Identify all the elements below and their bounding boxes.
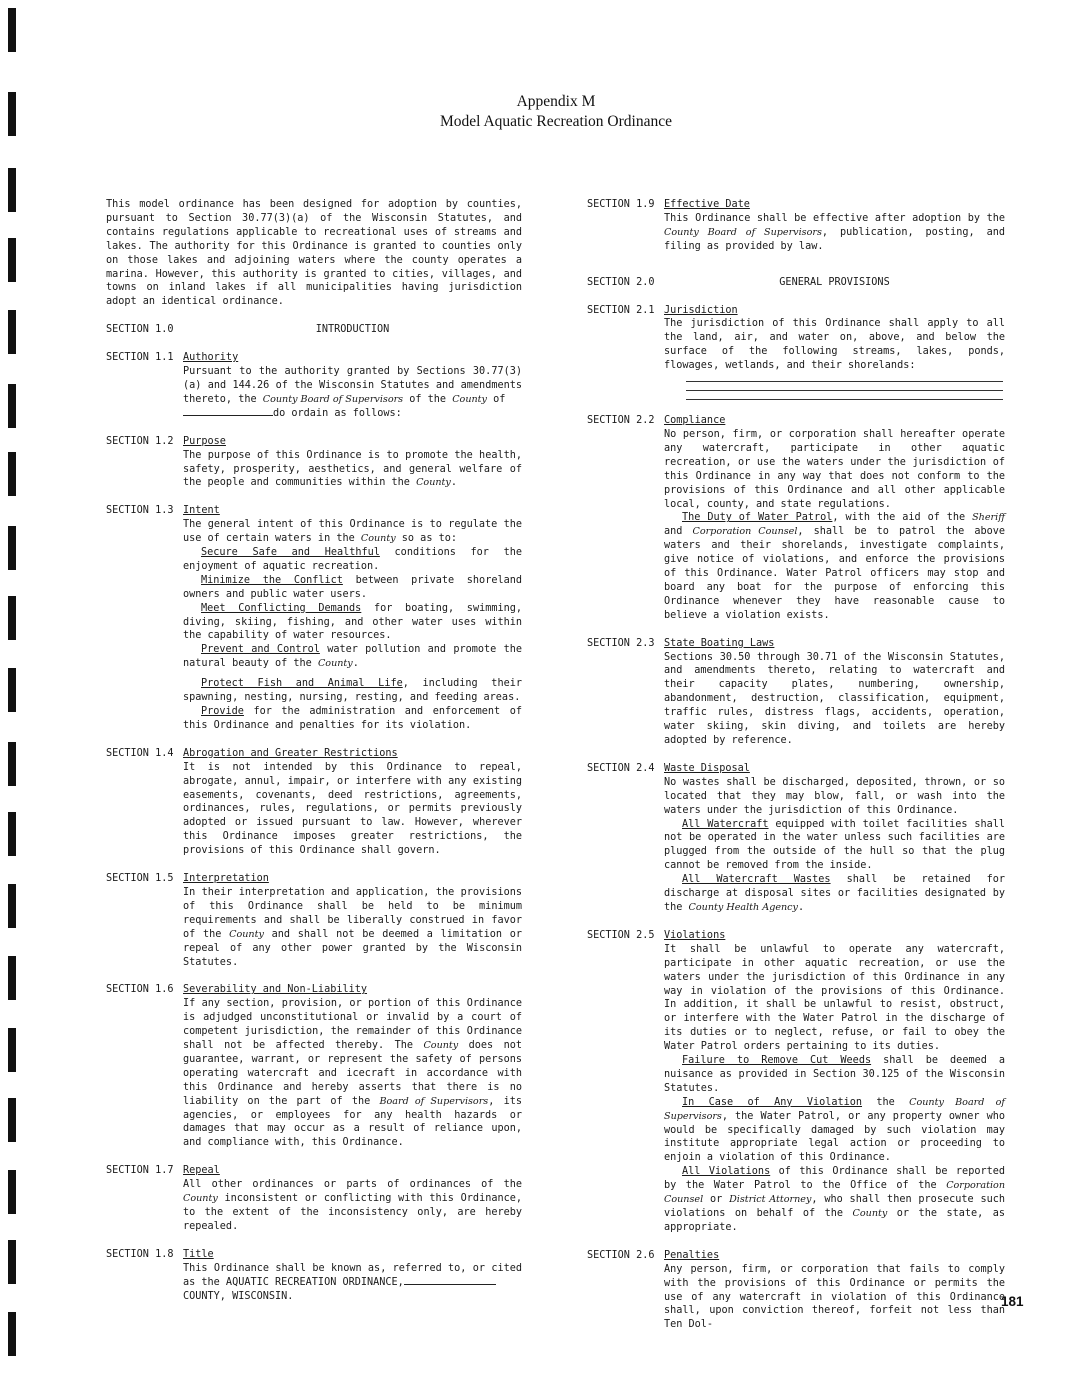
- section-2-3: [587, 637, 1005, 748]
- section-2-1: [587, 304, 1005, 401]
- section-text: [664, 818, 1005, 874]
- county-term: County: [317, 658, 353, 670]
- section-text: [183, 1178, 522, 1234]
- text-run: shall be deemed a nuisance as provided in Section 30.125 of the Wisconsin Statutes.: [664, 1055, 1005, 1094]
- text-run: , who shall then prosecute such violations on behalf of the: [664, 1194, 1005, 1219]
- section-body: [664, 929, 1005, 1235]
- section-label: SECTION 1.3: [106, 505, 174, 517]
- section-text: No person, firm, or corporation shall hereafter operate any watercraft, participate in other aquatic recreation, or use the waters under the jurisdiction of this Ordinance in any way that does not conform to the provisions of this Ordinance and all other applicable local, county, and state regulations.: [664, 428, 1005, 510]
- text-run: This Ordinance shall be effective after adoption by the: [664, 212, 1005, 224]
- section-title: Interpretation: [183, 873, 269, 885]
- keyword: All Violations: [682, 1166, 771, 1178]
- section-body: [183, 983, 522, 1150]
- text-run: of the: [409, 393, 447, 405]
- section-1-9: [587, 198, 1005, 254]
- text-run: If any section, provision, or portion of this Ordinance is adjudged unconstitutional or invalid by a court of competent jurisdiction, the remainder of this Ordinance shall not be affected thereby. The: [183, 998, 522, 1052]
- section-text: It shall be unlawful to operate any watercraft, participate in other aquatic recreation, or use the waters under the jurisdiction of this Ordinance in any way in violation of the provisions of this Ordinance. In addition, it shall be unlawful to resist, obstruct, or interfere with the Water Patrol in the discharge of its duties or to neglect, refuse, or fail to obey the Water Patrol orders pertaining to its duties.: [664, 943, 1005, 1053]
- section-text: No wastes shall be discharged, deposited, thrown, or so located that they may blow, fall, or wash into the waters under the jurisdiction of this Ordinance.: [664, 776, 1005, 816]
- text-run: , the Water Patrol, or any property owner who would be specifically damaged by such violation may institute appropriate legal action or proceeding to enjoin a violation of this Ordinance.: [664, 1110, 1005, 1164]
- intent-item: [183, 677, 522, 705]
- section-heading: GENERAL PROVISIONS: [779, 276, 890, 288]
- text-run: water pollution and promote the natural beauty of the: [183, 644, 522, 670]
- binding-mark: [8, 742, 16, 786]
- section-label: SECTION 2.3: [587, 637, 655, 649]
- text-run: the: [876, 1096, 895, 1108]
- fill-in-blank: [183, 414, 273, 416]
- section-text: [664, 1096, 1005, 1166]
- section-body: [664, 1249, 1005, 1332]
- binding-mark: [8, 238, 16, 282]
- section-body: [183, 1164, 522, 1234]
- section-text: [183, 886, 522, 969]
- page-header: [0, 92, 1080, 132]
- section-1-8: [106, 1248, 522, 1304]
- section-label: SECTION 1.8: [106, 1248, 174, 1260]
- section-title: Intent: [183, 505, 220, 517]
- fill-in-blank: [404, 1283, 496, 1285]
- section-body: [664, 198, 1005, 254]
- intent-keyword: Prevent and Control: [201, 644, 320, 656]
- section-text: [664, 873, 1005, 915]
- text-run: , its agencies, or employees for any health hazards or damages that may occur as a result of reliance upon, and compliance with, this Ordinance.: [183, 1095, 522, 1149]
- section-title: Authority: [183, 352, 239, 364]
- page-title: Model Aquatic Recreation Ordinance: [440, 113, 672, 130]
- intent-item: [183, 643, 522, 671]
- binding-mark: [8, 668, 16, 712]
- binding-mark: [8, 168, 16, 212]
- section-body: [183, 872, 522, 969]
- sheriff-term: Sheriff: [972, 512, 1005, 524]
- text-run: .: [450, 477, 457, 489]
- section-body: [664, 637, 1005, 748]
- text-run: .: [797, 901, 805, 913]
- binding-mark: [8, 1028, 16, 1072]
- section-title: Compliance: [664, 415, 726, 427]
- text-run: does not guarantee, warrant, or represent the safety of persons operating watercraft and icecraft in accordance with this Ordinance and hereby asserts that there is no liability on the part of the: [183, 1040, 523, 1107]
- intent-item: [183, 546, 522, 574]
- section-title: Violations: [664, 929, 726, 941]
- binding-mark: [8, 956, 16, 1000]
- binding-mark: [8, 526, 16, 570]
- text-run: conditions for the enjoyment of aquatic recreation.: [183, 547, 522, 572]
- section-title: Repeal: [183, 1165, 220, 1177]
- fill-in-line: [686, 391, 1003, 400]
- text-run: This Ordinance shall be known as, referred to, or cited as the AQUATIC RECREATION ORDINANCE,: [183, 1262, 522, 1288]
- section-label: SECTION 1.6: [106, 984, 174, 996]
- text-run: .: [352, 658, 359, 670]
- section-2-6: [587, 1249, 1005, 1332]
- section-2-4: [587, 762, 1005, 915]
- text-run: for boating, swimming, diving, skiing, fishing, and other water uses within the capability of water resources.: [183, 602, 523, 642]
- board-term: Board of Supervisors: [379, 1095, 489, 1107]
- section-text: COUNTY, WISCONSIN.: [183, 1290, 294, 1302]
- fill-in-line: [686, 373, 1003, 382]
- county-board-term: County Board of Supervisors: [262, 393, 404, 405]
- section-label: SECTION 2.6: [587, 1249, 655, 1261]
- intent-item: [183, 574, 522, 602]
- section-text: [183, 518, 522, 546]
- intent-item: [183, 705, 522, 733]
- section-1-2: [106, 435, 522, 491]
- section-1-4: [106, 747, 522, 858]
- section-body: [183, 351, 522, 421]
- text-run: and shall not be deemed a limitation or repeal of any other power granted by the Wisconsin Statutes.: [183, 928, 522, 968]
- attorney-term: District Attorney: [729, 1194, 812, 1206]
- section-1-3: [106, 504, 522, 733]
- section-text: Any person, firm, or corporation that fails to comply with the provisions of this Ordinance or permits the use of any watercraft in violation of this Ordinance shall, upon conviction thereof, forfeit not less than Ten Dol-: [664, 1263, 1005, 1331]
- ordain-line: [183, 407, 522, 421]
- keyword: The Duty of Water Patrol: [682, 512, 833, 524]
- binding-mark: [8, 1170, 16, 1214]
- section-title: Jurisdiction: [664, 304, 738, 316]
- binding-mark: [8, 384, 16, 428]
- section-text: [664, 1054, 1005, 1096]
- section-text: It is not intended by this Ordinance to repeal, abrogate, annul, impair, or interfere with any existing easements, covenants, deed restrictions, agreements, ordinances, rules, regulations, or permits previously adopted or issued pursuant to law. However, wherever this Ordinance imposes greater restrictions, the provisions of this Ordinance shall govern.: [183, 761, 522, 857]
- section-label: SECTION 1.5: [106, 873, 174, 885]
- section-label: SECTION 1.2: [106, 435, 174, 447]
- fill-in-line: [686, 382, 1003, 391]
- section-2-0: [587, 276, 1005, 290]
- county-term: County: [416, 477, 451, 489]
- county-term: County: [423, 1040, 459, 1052]
- section-title: Purpose: [183, 435, 226, 447]
- section-2-5: [587, 929, 1005, 1235]
- binding-mark: [8, 1098, 16, 1142]
- page-number: 181: [1001, 1294, 1024, 1309]
- text-run: shall be retained for discharge at disposal sites or facilities designated by the: [664, 874, 1005, 913]
- intent-keyword: Meet Conflicting Demands: [201, 602, 362, 614]
- text-run: , with the aid of the: [832, 512, 966, 524]
- section-body: [183, 1248, 522, 1304]
- county-term: County: [360, 533, 396, 545]
- county-board-term: County Board of Supervisors: [664, 1096, 1005, 1122]
- section-label: SECTION 1.7: [106, 1165, 174, 1177]
- county-term: County: [852, 1208, 888, 1219]
- binding-mark: [8, 8, 16, 52]
- intent-item: [183, 602, 522, 644]
- section-label: SECTION 1.0: [106, 324, 174, 336]
- keyword: Failure to Remove Cut Weeds: [682, 1055, 872, 1067]
- section-heading: INTRODUCTION: [315, 324, 390, 336]
- text-run: or: [709, 1194, 723, 1206]
- section-title: Waste Disposal: [664, 762, 750, 774]
- binding-mark: [8, 596, 16, 640]
- section-text: [664, 212, 1005, 254]
- section-label: SECTION 2.2: [587, 415, 655, 427]
- counsel-term: Corporation Counsel: [664, 1180, 1005, 1206]
- binding-mark: [8, 812, 16, 856]
- counsel-term: Corporation Counsel: [692, 526, 798, 538]
- section-title: Effective Date: [664, 199, 750, 210]
- keyword: All Watercraft: [682, 818, 769, 830]
- section-title: Abrogation and Greater Restrictions: [183, 747, 398, 759]
- text-run: , shall be to patrol the above waters and their shorelands, investigate complaints, give notice of violations, and enforce the provisions of this Ordinance. Water Patrol officers may stop and board any boat for the purpose of enforcing this Ordinance whenever they have reasonable cause to believe a violation exists.: [664, 526, 1006, 621]
- intent-keyword: Provide: [201, 706, 244, 717]
- section-body: [664, 762, 1005, 915]
- section-title: State Boating Laws: [664, 637, 775, 649]
- section-label: SECTION 2.5: [587, 929, 655, 941]
- text-run: inconsistent or conflicting with this Ordinance, to the extent of the inconsistency only, are hereby repealed.: [183, 1193, 523, 1232]
- section-text: The jurisdiction of this Ordinance shall apply to all the land, air, and water on, above, and below the surface of the following streams, lakes, ponds, flowages, wetlands, and their shorelands:: [664, 318, 1005, 372]
- section-label: SECTION 1.4: [106, 747, 174, 759]
- keyword: In Case of Any Violation: [682, 1096, 863, 1108]
- section-title: Severability and Non-Liability: [183, 984, 368, 996]
- text-run: for the administration and enforcement of this Ordinance and penalties for its violation.: [183, 706, 522, 731]
- county-term: County: [183, 1193, 218, 1205]
- text-run: equipped with toilet facilities shall not be operated in the water unless such facilities are plugged from the outside of the hull so that the plug cannot be removed from the inside.: [664, 818, 1005, 872]
- agency-term: County Health Agency: [688, 901, 798, 913]
- text-run: All other ordinances or parts of ordinances of the: [183, 1179, 522, 1191]
- section-label: SECTION 1.9: [587, 199, 655, 210]
- binding-mark: [8, 310, 16, 354]
- binding-mark: [8, 452, 16, 496]
- section-text: [664, 1165, 1005, 1235]
- section-1-7: [106, 1164, 522, 1234]
- binding-mark: [8, 1240, 16, 1284]
- intent-keyword: Protect Fish and Animal Life: [201, 678, 403, 690]
- text-run: so as to:: [401, 533, 457, 545]
- text-run: of this Ordinance shall be reported by the Water Patrol to the Office of the: [664, 1166, 1005, 1192]
- section-body: [664, 304, 1005, 401]
- text-run: , including their spawning, nesting, nursing, resting, and feeding areas.: [183, 678, 522, 704]
- section-1-5: [106, 872, 522, 969]
- text-run: or the state, as appropriate.: [664, 1208, 1006, 1233]
- text-run: between private shoreland owners and public water users.: [183, 574, 522, 600]
- section-label: SECTION 2.0: [587, 276, 655, 288]
- text-run: and: [664, 526, 683, 538]
- section-text: Sections 30.50 through 30.71 of the Wisconsin Statutes, and amendments thereto, relating to watercraft and their capacity plates, numbering, ownership, abandonment, destruction, classification, equipment, traffic rules, distress flags, accidents, operation, water skiing, skin diving, and toilets are hereby adopted by reference.: [664, 651, 1005, 746]
- county-board-term: County Board of Supervisors: [664, 226, 822, 238]
- binding-mark: [8, 884, 16, 928]
- county-term: County: [229, 928, 264, 940]
- section-title: Title: [183, 1248, 214, 1260]
- section-text: [183, 1262, 522, 1290]
- section-1-1: [106, 351, 522, 421]
- county-term: County: [452, 393, 487, 405]
- section-1-6: [106, 983, 522, 1150]
- section-body: [183, 504, 522, 733]
- intro-paragraph: This model ordinance has been designed for adoption by counties, pursuant to Section 30.77(3)(a) of the Wisconsin Statutes, and contains regulations applicable to recreational uses of streams and lakes. The authority for this Ordinance is granted to counties only on those lakes and adjoining waters where the county operates a marina. However, this authority is granted to cities, villages, and towns on inland lakes if all municipalities having jurisdiction adopt an identical ordinance.: [106, 199, 522, 308]
- section-label: SECTION 1.1: [106, 352, 174, 364]
- text-run: In their interpretation and application, the provisions of this Ordinance shall be held to be minimum requirements and shall be liberally construed in favor of the: [183, 886, 522, 940]
- section-2-2: [587, 414, 1005, 623]
- text-run: The purpose of this Ordinance is to promote the health, safety, prosperity, aesthetics, and general welfare of the people and communities within the: [183, 449, 522, 489]
- section-text: [183, 997, 522, 1150]
- left-column: [106, 198, 522, 1303]
- intent-keyword: Minimize the Conflict: [201, 574, 343, 586]
- section-label: SECTION 2.1: [587, 304, 655, 316]
- text-run: , publication, posting, and filing as provided by law.: [664, 226, 1005, 252]
- appendix-label: Appendix M: [516, 93, 596, 110]
- section-title: Penalties: [664, 1249, 720, 1261]
- section-body: [664, 414, 1005, 623]
- text-run: of: [493, 393, 506, 405]
- section-text: [183, 449, 522, 491]
- section-body: [183, 435, 522, 491]
- binding-mark: [8, 1312, 16, 1356]
- text-run: do ordain as follows:: [273, 407, 402, 419]
- section-text: [183, 365, 522, 407]
- section-body: [183, 747, 522, 858]
- right-column: [587, 198, 1005, 1332]
- section-text: [664, 511, 1005, 622]
- section-label: SECTION 2.4: [587, 762, 655, 774]
- text-run: Pursuant to the authority granted by Sections 30.77(3)(a) and 144.26 of the Wisconsin Statutes and amendments thereto, the: [183, 366, 522, 405]
- fill-in-lines: [664, 373, 1005, 400]
- text-run: The general intent of this Ordinance is to regulate the use of certain waters in the: [183, 519, 522, 545]
- keyword: All Watercraft Wastes: [682, 874, 831, 886]
- intent-keyword: Secure Safe and Healthful: [201, 547, 380, 559]
- section-1-0: [106, 323, 522, 337]
